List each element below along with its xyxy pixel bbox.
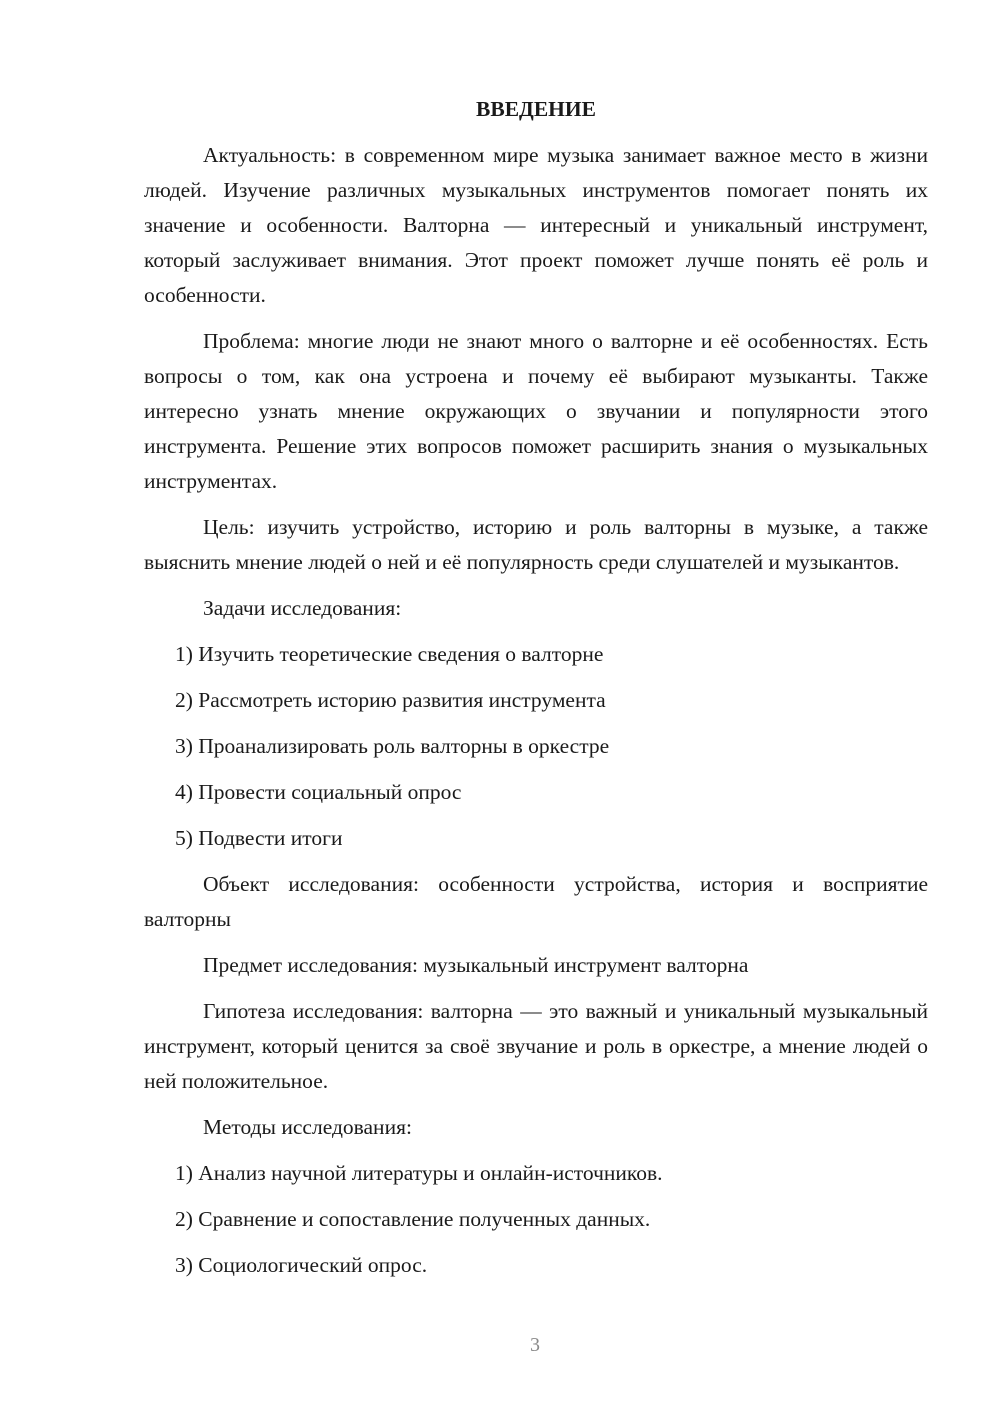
methods-list <box>144 1156 928 1283</box>
list-item: 2) Рассмотреть историю развития инструмента <box>175 688 606 712</box>
methods-heading: Методы исследования: <box>203 1115 412 1139</box>
tasks-list <box>144 637 928 856</box>
list-item: 1) Изучить теоретические сведения о валторне <box>175 642 604 666</box>
section-title: ВВЕДЕНИЕ <box>476 97 596 121</box>
list-item: 3) Социологический опрос. <box>175 1253 428 1277</box>
tasks-heading: Задачи исследования: <box>203 596 402 620</box>
object-paragraph: Объект исследования: особенности устройства, история и восприятие валторны <box>144 872 928 931</box>
page-number: 3 <box>530 1334 540 1356</box>
list-item: 3) Проанализировать роль валторны в оркестре <box>175 734 610 758</box>
list-item: 4) Провести социальный опрос <box>175 780 462 804</box>
goal-paragraph: Цель: изучить устройство, историю и роль валторны в музыке, а также выяснить мнение людей о ней и её популярность среди слушателей и музыкантов. <box>144 515 928 574</box>
problem-paragraph: Проблема: многие люди не знают много о валторне и её особенностях. Есть вопросы о том, как она устроена и почему её выбирают музыканты. Также интересно узнать мнение окружающих о звучании и популярности этого инструмента. Решение этих вопросов поможет расширить знания о музыкальных инструментах. <box>144 329 928 493</box>
relevance-paragraph: Актуальность: в современном мире музыка занимает важное место в жизни людей. Изучение различных музыкальных инструментов помогает понять их значение и особенности. Валторна — интересный и уникальный инструмент, который заслуживает внимания. Этот проект поможет лучше понять её роль и особенности. <box>144 143 928 307</box>
subject-paragraph: Предмет исследования: музыкальный инструмент валторна <box>203 953 749 977</box>
list-item: 5) Подвести итоги <box>175 826 343 850</box>
page-content <box>144 92 928 1294</box>
list-item: 2) Сравнение и сопоставление полученных данных. <box>175 1207 651 1231</box>
list-item: 1) Анализ научной литературы и онлайн-источников. <box>175 1161 663 1185</box>
hypothesis-paragraph: Гипотеза исследования: валторна — это важный и уникальный музыкальный инструмент, который ценится за своё звучание и роль в оркестре, а мнение людей о ней положительное. <box>144 999 928 1093</box>
